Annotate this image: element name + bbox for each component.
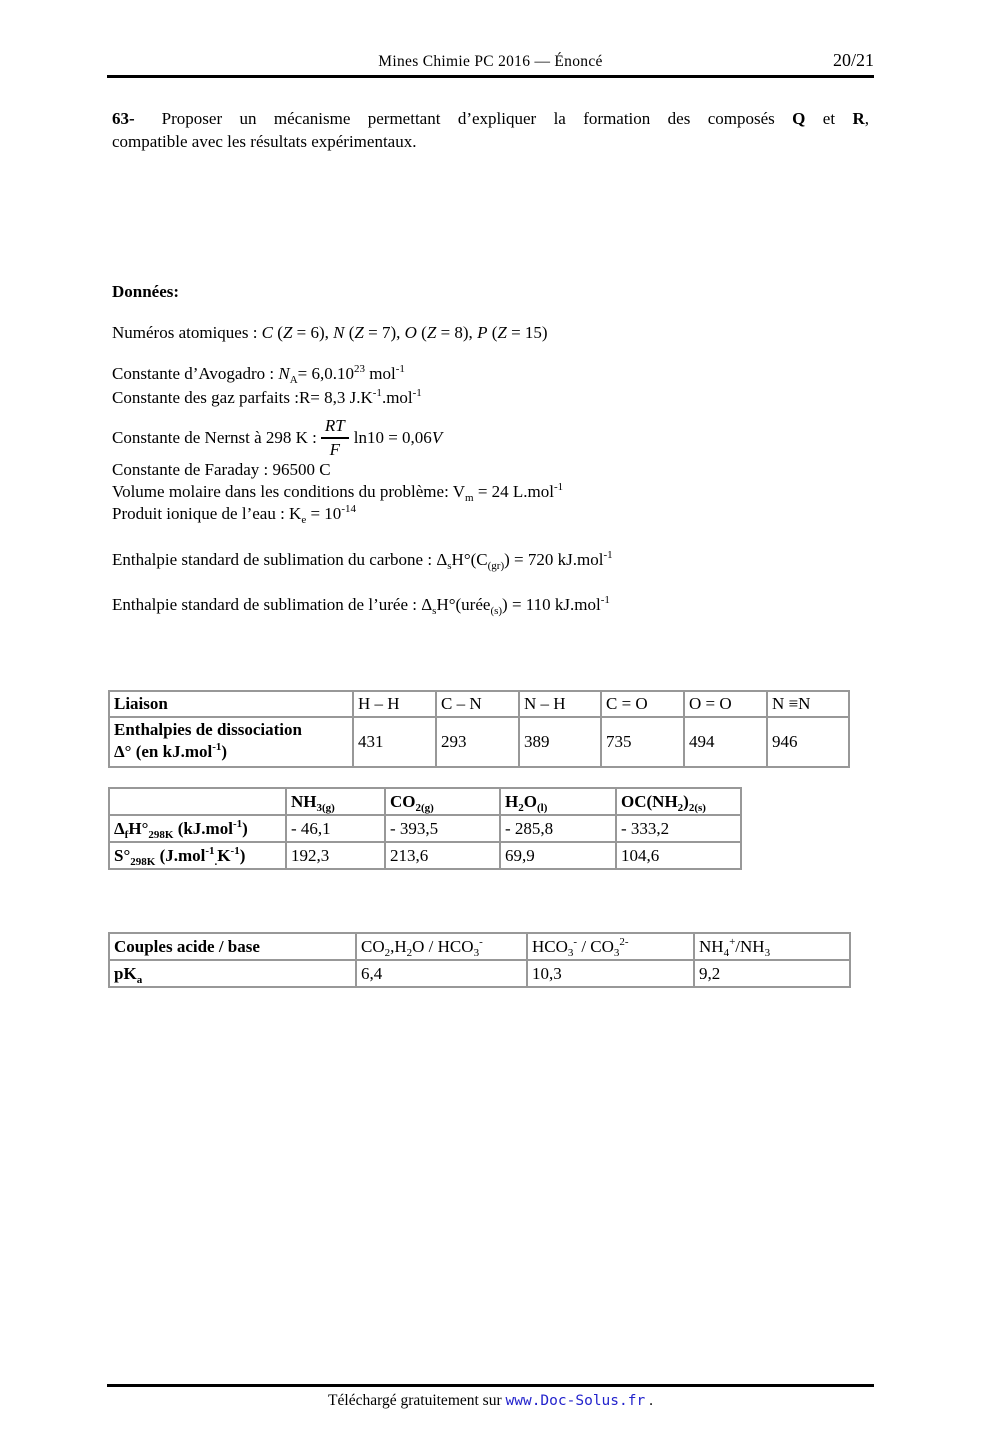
table-row-label: $\Delta_fH^\circ_{298K}$ (kJ.mol$^{-1}$) <box>109 815 286 842</box>
table-row <box>109 691 849 717</box>
table-row <box>109 717 849 767</box>
footer-text: Téléchargé gratuitement sur <box>328 1392 506 1409</box>
header-title: Mines Chimie PC 2016 — Énoncé <box>378 53 603 70</box>
table-cell: 494 <box>684 717 767 767</box>
donnees-avogadro: Constante d’Avogadro : $N_A= 6,0.10^{23}$ mol$^{-1}$ <box>112 363 405 386</box>
nernst-before: Constante de Nernst à 298 K : <box>112 428 317 447</box>
table-cell: C – N <box>436 691 519 717</box>
table-cell: Liaison <box>109 691 353 717</box>
table-cell: $NH_4^+/NH_3$ <box>694 933 850 960</box>
nernst-fraction <box>321 416 349 460</box>
header-rule <box>107 75 874 78</box>
table-cell: - 46,1 <box>286 815 385 842</box>
nernst-after: ln10 = 0,06V <box>353 428 443 447</box>
table-cell: $CO_2,H_2O / HCO_3^-$ <box>356 933 527 960</box>
nernst-fraction-denominator: F <box>329 440 341 459</box>
table-cell: $CO_{2(g)}$ <box>385 788 500 815</box>
table-row <box>109 842 741 869</box>
table-row-label: $S^\circ_{298K}$ $(J.mol^{-1}_.K^{-1})$ <box>109 842 286 869</box>
table-cell: 9,2 <box>694 960 850 987</box>
question-63-line1: 63- Proposer un mécanisme permettant d’expliquer la formation des composés Q et R, <box>112 109 869 128</box>
table-cell: 104,6 <box>616 842 741 869</box>
footer <box>0 1392 981 1410</box>
table-cell: 431 <box>353 717 436 767</box>
donnees-gaz-parfaits: Constante des gaz parfaits :R= 8,3 $J.K^{-1}.mol^{-1}$ <box>112 387 422 407</box>
table-cell: - 285,8 <box>500 815 616 842</box>
donnees-enthalpie-carbone: Enthalpie standard de sublimation du carbone : $\Delta_sH^\circ(C_{(gr)}) = 720$ kJ.mol$^{-1}$ <box>112 549 613 572</box>
table-row-label: $pK_a$ <box>109 960 356 987</box>
table-cell: 389 <box>519 717 601 767</box>
table-row-label: Enthalpies de dissociation Δ° (en kJ.mol$^{-1}$) <box>109 717 353 767</box>
table-row <box>109 815 741 842</box>
donnees-nernst <box>112 412 442 464</box>
question-63-line2: compatible avec les résultats expérimentaux. <box>112 132 417 151</box>
table-cell: $NH_{3(g)}$ <box>286 788 385 815</box>
table-cell: 735 <box>601 717 684 767</box>
nernst-fraction-numerator: RT <box>321 416 349 439</box>
table-cell: $OC(NH_2)_{2(s)}$ <box>616 788 741 815</box>
table-cell: - 393,5 <box>385 815 500 842</box>
table-row <box>109 933 850 960</box>
table-couples-acide-base <box>108 932 851 988</box>
table-cell: 946 <box>767 717 849 767</box>
donnees-numeros-atomiques: Numéros atomiques : C (Z = 6), N (Z = 7), O (Z = 8), P (Z = 15) <box>112 323 548 342</box>
table-cell: 6,4 <box>356 960 527 987</box>
table-cell: H – H <box>353 691 436 717</box>
footer-suffix: . <box>645 1392 653 1409</box>
table-row <box>109 960 850 987</box>
donnees-enthalpie-uree: Enthalpie standard de sublimation de l’urée : $\Delta_sH^\circ(urée_{(s)}) = 110$ kJ.mol$^{-1}$ <box>112 594 610 617</box>
table-cell: 213,6 <box>385 842 500 869</box>
donnees-heading: Données: <box>112 282 180 301</box>
table-cell: 293 <box>436 717 519 767</box>
table-cell: N – H <box>519 691 601 717</box>
table-cell <box>109 788 286 815</box>
footer-link[interactable]: www.Doc-Solus.fr <box>505 1393 646 1409</box>
table-cell: 192,3 <box>286 842 385 869</box>
table-cell: - 333,2 <box>616 815 741 842</box>
donnees-faraday: Constante de Faraday : 96500 C <box>112 460 331 479</box>
header-page-number: 20/21 <box>832 50 874 70</box>
table-cell: 10,3 <box>527 960 694 987</box>
table-cell: C = O <box>601 691 684 717</box>
footer-rule <box>107 1384 874 1387</box>
table-cell: N ≡N <box>767 691 849 717</box>
question-63 <box>112 107 869 153</box>
donnees-produit-ionique: Produit ionique de l’eau : $K_e = 10^{-14}$ <box>112 503 356 526</box>
table-thermodynamique <box>108 787 742 870</box>
table-cell: $H_2O_{(l)}$ <box>500 788 616 815</box>
table-row-label: Couples acide / base <box>109 933 356 960</box>
donnees-volume-molaire: Volume molaire dans les conditions du problème: $V_m = 24$ L.mol$^{-1}$ <box>112 481 564 504</box>
table-cell: $HCO_3^- / CO_3^{2-}$ <box>527 933 694 960</box>
table-row <box>109 788 741 815</box>
table-cell: 69,9 <box>500 842 616 869</box>
table-cell: O = O <box>684 691 767 717</box>
table-enthalpies-liaison <box>108 690 850 768</box>
